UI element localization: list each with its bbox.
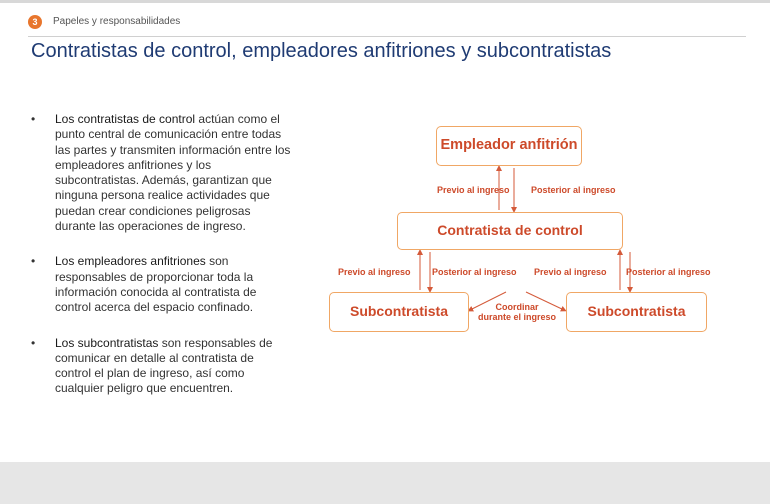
bullet-marker: • xyxy=(31,254,36,269)
section-number-badge: 3 xyxy=(28,15,42,29)
bullet-term: Los subcontratistas xyxy=(55,335,159,350)
label-coordinate-line1: Coordinar xyxy=(495,302,539,312)
bullet-term: Los empleadores anfitriones xyxy=(55,254,206,269)
bullet-item-control xyxy=(31,112,293,234)
bullet-marker: • xyxy=(31,112,36,126)
label-coordinate xyxy=(466,302,568,322)
top-rule xyxy=(0,0,770,3)
subcontractor-box-left: Subcontratista xyxy=(329,292,469,332)
control-contractor-box: Contratista de control xyxy=(397,212,623,250)
section-title: Papeles y responsabilidades xyxy=(53,16,181,27)
employer-box: Empleador anfitrión xyxy=(436,126,582,166)
bullet-item-employer xyxy=(31,254,293,315)
footer-bar xyxy=(0,462,770,504)
bullet-term: Los contratistas de control xyxy=(55,112,196,126)
subcontractor-box-right: Subcontratista xyxy=(566,292,707,332)
bullet-text: son responsables de proporcionar toda la información conocida al contratista de control acerca del espacio confinado. xyxy=(55,254,257,315)
bullet-list xyxy=(31,112,293,417)
bullet-marker: • xyxy=(31,335,36,350)
label-before-top: Previo al ingreso xyxy=(437,185,510,195)
bullet-text: son responsables de comunicar en detalle al contratista de control el plan de ingreso, así como cualquier peligro que encuentren. xyxy=(55,335,273,396)
page-title: Contratistas de control, empleadores anfitriones y subcontratistas xyxy=(31,40,612,62)
label-before-left: Previo al ingreso xyxy=(338,267,411,277)
label-after-top: Posterior al ingreso xyxy=(531,185,616,195)
bullet-text: actúan como el punto central de comunicación entre todas las partes y transmiten información entre los empleadores anfitriones y los subcontratistas. Además, garantizan que ninguna persona realice actividades que puedan crear condiciones peligrosas durante las operaciones de ingreso. xyxy=(55,112,291,234)
divider xyxy=(28,36,746,37)
bullet-item-subcontractor xyxy=(31,336,293,397)
communication-diagram xyxy=(320,120,720,345)
label-after-left: Posterior al ingreso xyxy=(432,267,517,277)
label-coordinate-line2: durante el ingreso xyxy=(477,312,557,322)
label-before-right: Previo al ingreso xyxy=(534,267,607,277)
label-after-right: Posterior al ingreso xyxy=(626,267,711,277)
section-header xyxy=(0,0,770,36)
